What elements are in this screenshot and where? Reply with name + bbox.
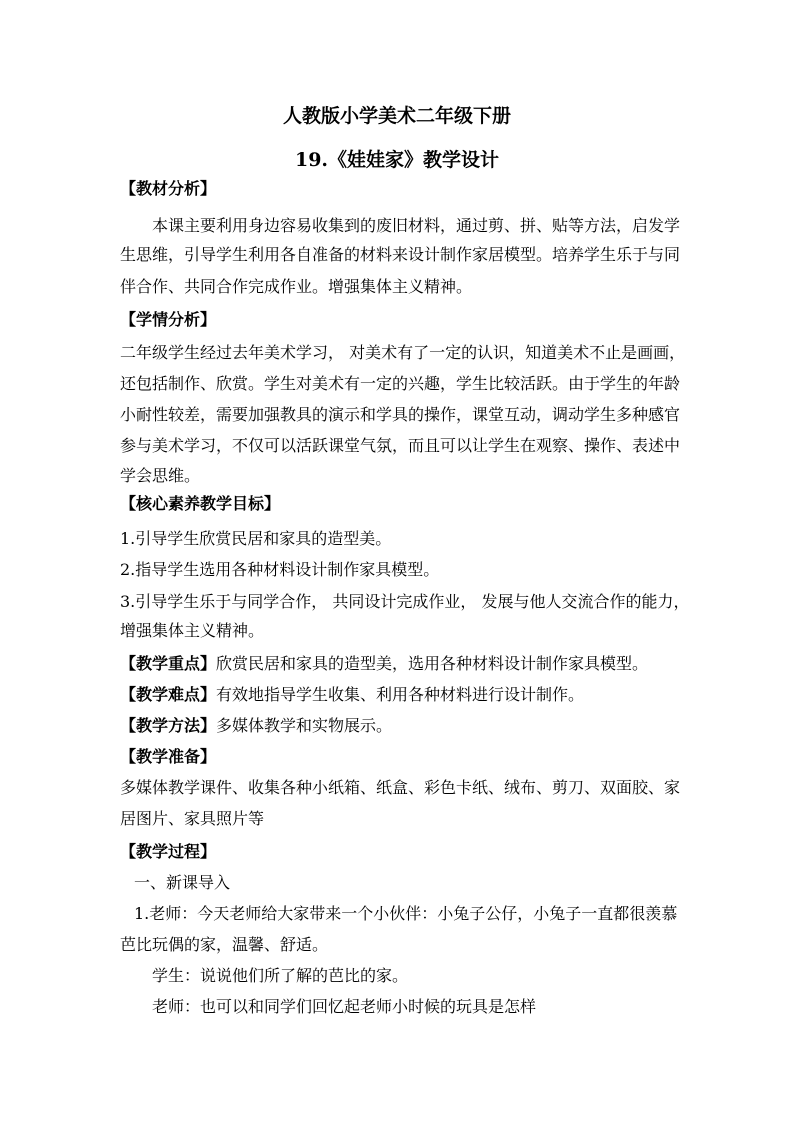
methods-row <box>120 715 680 737</box>
section-heading-objectives: 【核心素养教学目标】 <box>120 494 281 513</box>
objective-item: 3.引导学生乐于与同学合作， 共同设计完成作业， 发展与他人交流合作的能力， <box>120 592 690 611</box>
paragraph-line: 伴合作、共同合作完成作业。增强集体主义精神。 <box>120 277 473 296</box>
difficulties-label: 【教学难点】 <box>120 685 217 704</box>
difficulties-text: 有效地指导学生收集、利用各种材料进行设计制作。 <box>216 685 585 704</box>
document-title: 人教版小学美术二年级下册 <box>282 105 511 127</box>
methods-text: 多媒体教学和实物展示。 <box>216 716 393 735</box>
paragraph-line: 居图片、家具照片等 <box>120 809 265 828</box>
key-points-row <box>120 653 680 675</box>
paragraph-line: 生思维，引导学生利用各自准备的材料来设计制作家居模型。培养学生乐于与同 <box>120 245 681 264</box>
paragraph-line: 学会思维。 <box>120 466 201 485</box>
paragraph-line: 还包括制作、欣赏。学生对美术有一定的兴趣，学生比较活跃。由于学生的年龄 <box>120 374 681 393</box>
paragraph-line: 参与美术学习，不仅可以活跃课堂气氛，而且可以让学生在观察、操作、表述中 <box>120 436 681 455</box>
objective-item-continued: 增强集体主义精神。 <box>120 621 265 640</box>
difficulties-row <box>120 684 680 706</box>
section-heading-material-analysis: 【教材分析】 <box>120 179 217 198</box>
paragraph-line: 老师：也可以和同学们回忆起老师小时候的玩具是怎样 <box>152 997 537 1016</box>
paragraph-line: 多媒体教学课件、收集各种小纸箱、纸盒、彩色卡纸、绒布、剪刀、双面胶、家 <box>120 778 681 797</box>
paragraph-line: 芭比玩偶的家，温馨、舒适。 <box>120 935 329 954</box>
objective-item: 1.引导学生欣赏民居和家具的造型美。 <box>120 529 392 548</box>
section-heading-student-analysis: 【学情分析】 <box>120 310 217 329</box>
objective-item: 2.指导学生选用各种材料设计制作家具模型。 <box>120 560 440 579</box>
key-points-text: 欣赏民居和家具的造型美，选用各种材料设计制作家具模型。 <box>216 654 649 673</box>
key-points-label: 【教学重点】 <box>120 654 217 673</box>
paragraph-line: 小耐性较差，需要加强教具的演示和学具的操作，课堂互动，调动学生多种感官 <box>120 405 681 424</box>
document-subtitle: 19.《娃娃家》教学设计 <box>294 149 500 171</box>
paragraph-line: 本课主要利用身边容易收集到的废旧材料，通过剪、拼、贴等方法，启发学 <box>152 216 681 235</box>
section-heading-preparation: 【教学准备】 <box>120 747 217 766</box>
section-heading-process: 【教学过程】 <box>120 842 217 861</box>
process-section-title: 一、新课导入 <box>134 873 231 892</box>
paragraph-line: 二年级学生经过去年美术学习， 对美术有了一定的认识，知道美术不止是画画， <box>120 343 686 362</box>
methods-label: 【教学方法】 <box>120 716 217 735</box>
paragraph-line: 学生：说说他们所了解的芭比的家。 <box>152 966 409 985</box>
paragraph-line: 1.老师：今天老师给大家带来一个小伙伴：小兔子公仔，小兔子一直都很羡慕 <box>134 904 678 923</box>
